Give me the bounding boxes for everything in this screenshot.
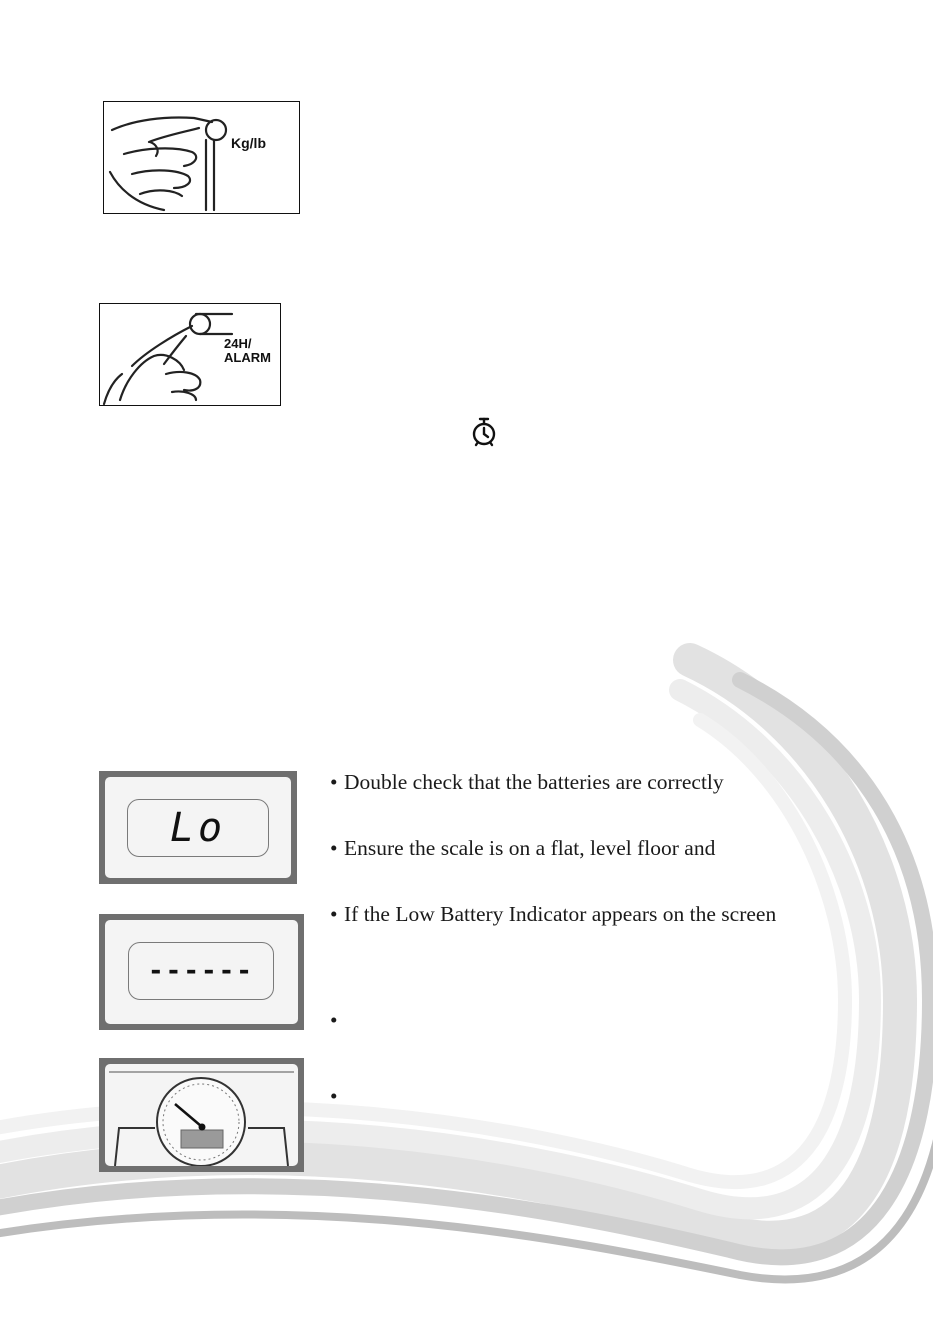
list-item (330, 770, 724, 795)
finger-pressing-icon (104, 102, 299, 213)
list-item (330, 836, 715, 861)
bullet-glyph: • (330, 1084, 338, 1108)
lcd-bezel (105, 777, 291, 878)
lcd-low-battery-screen (99, 771, 297, 884)
scale-dial-icon (105, 1064, 298, 1166)
bullet-glyph: • (330, 902, 338, 926)
list-item-text: Double check that the batteries are correctly (344, 770, 724, 794)
dial-bezel (105, 1064, 298, 1166)
alarm-label-line1: 24H/ (224, 336, 252, 351)
list-item (330, 1008, 344, 1033)
alarm-label-line2: ALARM (224, 349, 271, 365)
list-item (330, 1084, 344, 1109)
alarm-button-illustration (99, 303, 281, 406)
list-item-text: If the Low Battery Indicator appears on the screen (344, 902, 777, 926)
list-item-text: Ensure the scale is on a flat, level floor and (344, 836, 716, 860)
lcd-error-screen (99, 914, 304, 1030)
lcd-low-battery-text: Lo (127, 799, 269, 857)
alarm-clock-icon (469, 416, 499, 448)
kg-lb-button-illustration (103, 101, 300, 214)
lcd-bezel (105, 920, 298, 1024)
scale-dial-display (99, 1058, 304, 1172)
lcd-error-text: ------ (128, 942, 274, 1000)
bullet-glyph: • (330, 770, 338, 794)
kg-lb-label: Kg/lb (231, 135, 266, 151)
bullet-glyph: • (330, 836, 338, 860)
alarm-label (224, 337, 271, 364)
list-item (330, 902, 776, 927)
bullet-glyph: • (330, 1008, 338, 1032)
